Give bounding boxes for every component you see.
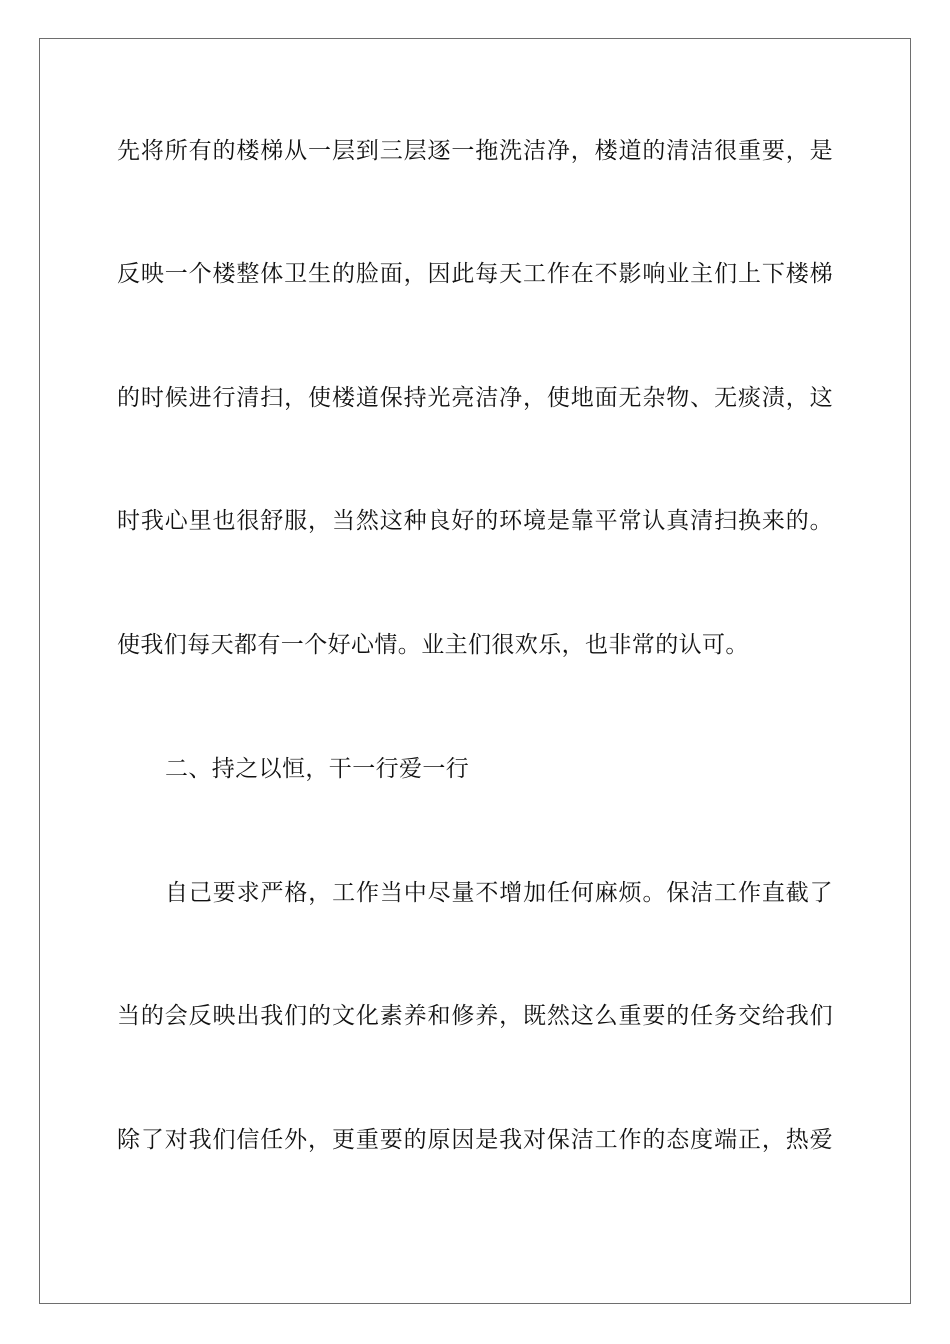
body-text-line: 当的会反映出我们的文化素养和修养，既然这么重要的任务交给我们: [117, 1003, 833, 1029]
body-text-line: 的时候进行清扫，使楼道保持光亮洁净，使地面无杂物、无痰渍，这: [117, 385, 833, 411]
page-border: [39, 38, 911, 1304]
body-text-line: 反映一个楼整体卫生的脸面，因此每天工作在不影响业主们上下楼梯: [117, 261, 833, 287]
body-text-line: 除了对我们信任外，更重要的原因是我对保洁工作的态度端正，热爱: [117, 1127, 833, 1153]
body-text-line: 使我们每天都有一个好心情。业主们很欢乐，也非常的认可。: [117, 632, 749, 658]
body-text-line: 时我心里也很舒服，当然这种良好的环境是靠平常认真清扫换来的。: [117, 508, 833, 534]
body-text-line: 自己要求严格，工作当中尽量不增加任何麻烦。保洁工作直截了: [165, 880, 833, 906]
section-heading: 二、持之以恒，干一行爱一行: [165, 756, 470, 782]
body-text-line: 先将所有的楼梯从一层到三层逐一拖洗洁净，楼道的清洁很重要，是: [117, 138, 833, 164]
